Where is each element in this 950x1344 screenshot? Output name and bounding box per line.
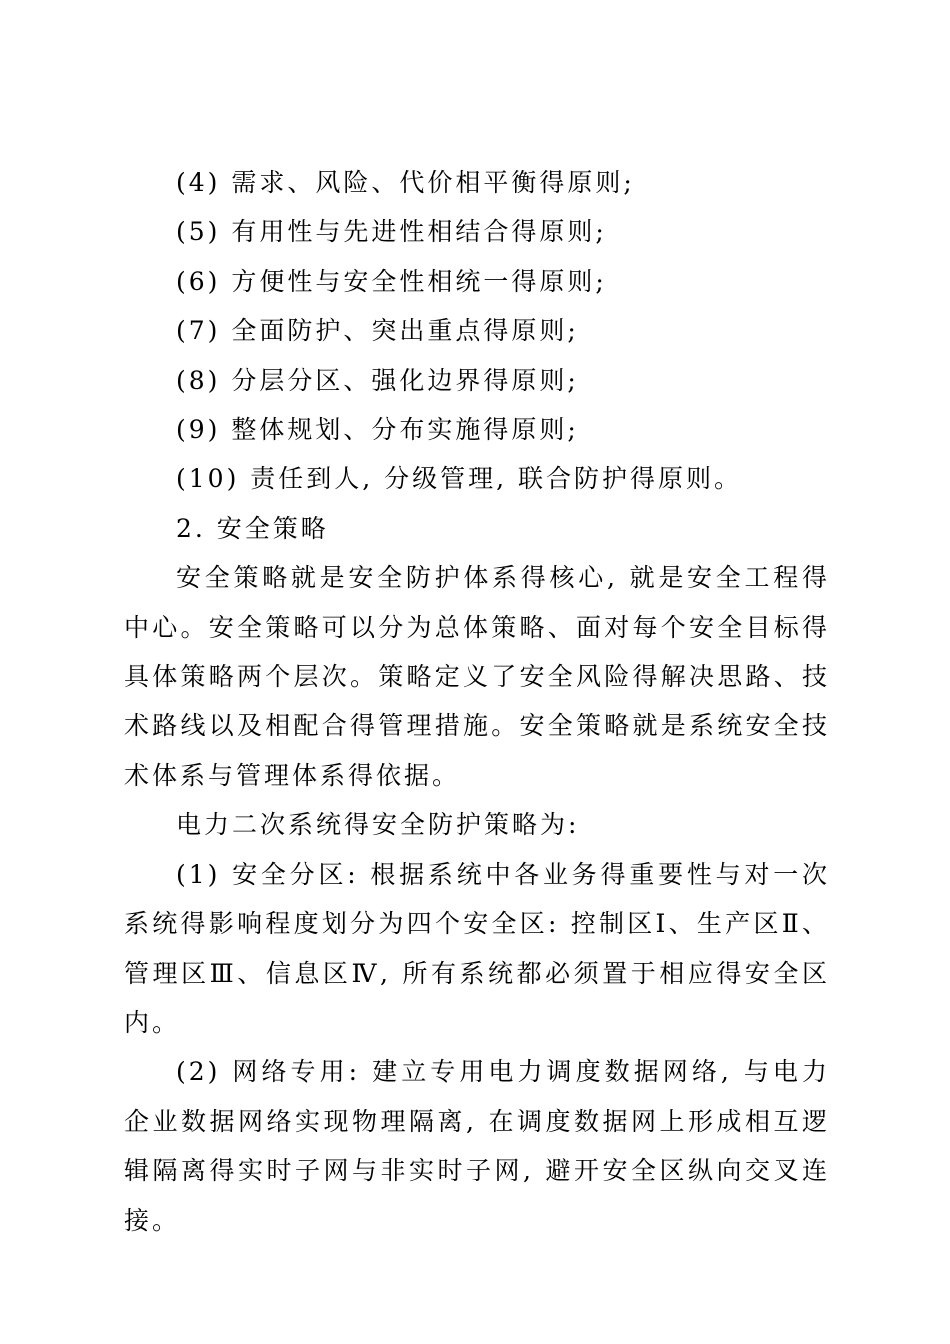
principle-item-6: (6) 方便性与安全性相统一得原则; xyxy=(176,266,607,296)
strategy-intro: 电力二次系统得安全防护策略为: xyxy=(176,810,580,840)
principle-item-10: (10) 责任到人, 分级管理, 联合防护得原则。 xyxy=(176,464,743,494)
strategy-item-2: (2) 网络专用: 建立专用电力调度数据网络, 与电力企业数据网络实现物理隔离, 在调度数据网上形成相互逻辑隔离得实时子网与非实时子网, 避开安全区纵向交叉连接。 xyxy=(124,1057,830,1235)
principle-item-9: (9) 整体规划、分布实施得原则; xyxy=(176,415,579,445)
document-body xyxy=(124,158,830,1245)
principle-item-7: (7) 全面防护、突出重点得原则; xyxy=(176,316,579,346)
strategy-item-1: (1) 安全分区: 根据系统中各业务得重要性与对一次系统得影响程度划分为四个安全区: 控制区Ⅰ、生产区Ⅱ、管理区Ⅲ、信息区Ⅳ, 所有系统都必须置于相应得安全区内。 xyxy=(124,859,830,1037)
section-heading: 2. 安全策略 xyxy=(176,513,329,543)
principle-item-4: (4) 需求、风险、代价相平衡得原则; xyxy=(176,168,635,197)
principle-item-5: (5) 有用性与先进性相结合得原则; xyxy=(176,217,607,247)
strategy-paragraph: 安全策略就是安全防护体系得核心, 就是安全工程得中心。安全策略可以分为总体策略、面对每个安全目标得具体策略两个层次。策略定义了安全风险得解决思路、技术路线以及相配合得管理措施。安全策略就是系统安全技术体系与管理体系得依据。 xyxy=(124,563,830,790)
principle-item-8: (8) 分层分区、强化边界得原则; xyxy=(176,365,579,395)
